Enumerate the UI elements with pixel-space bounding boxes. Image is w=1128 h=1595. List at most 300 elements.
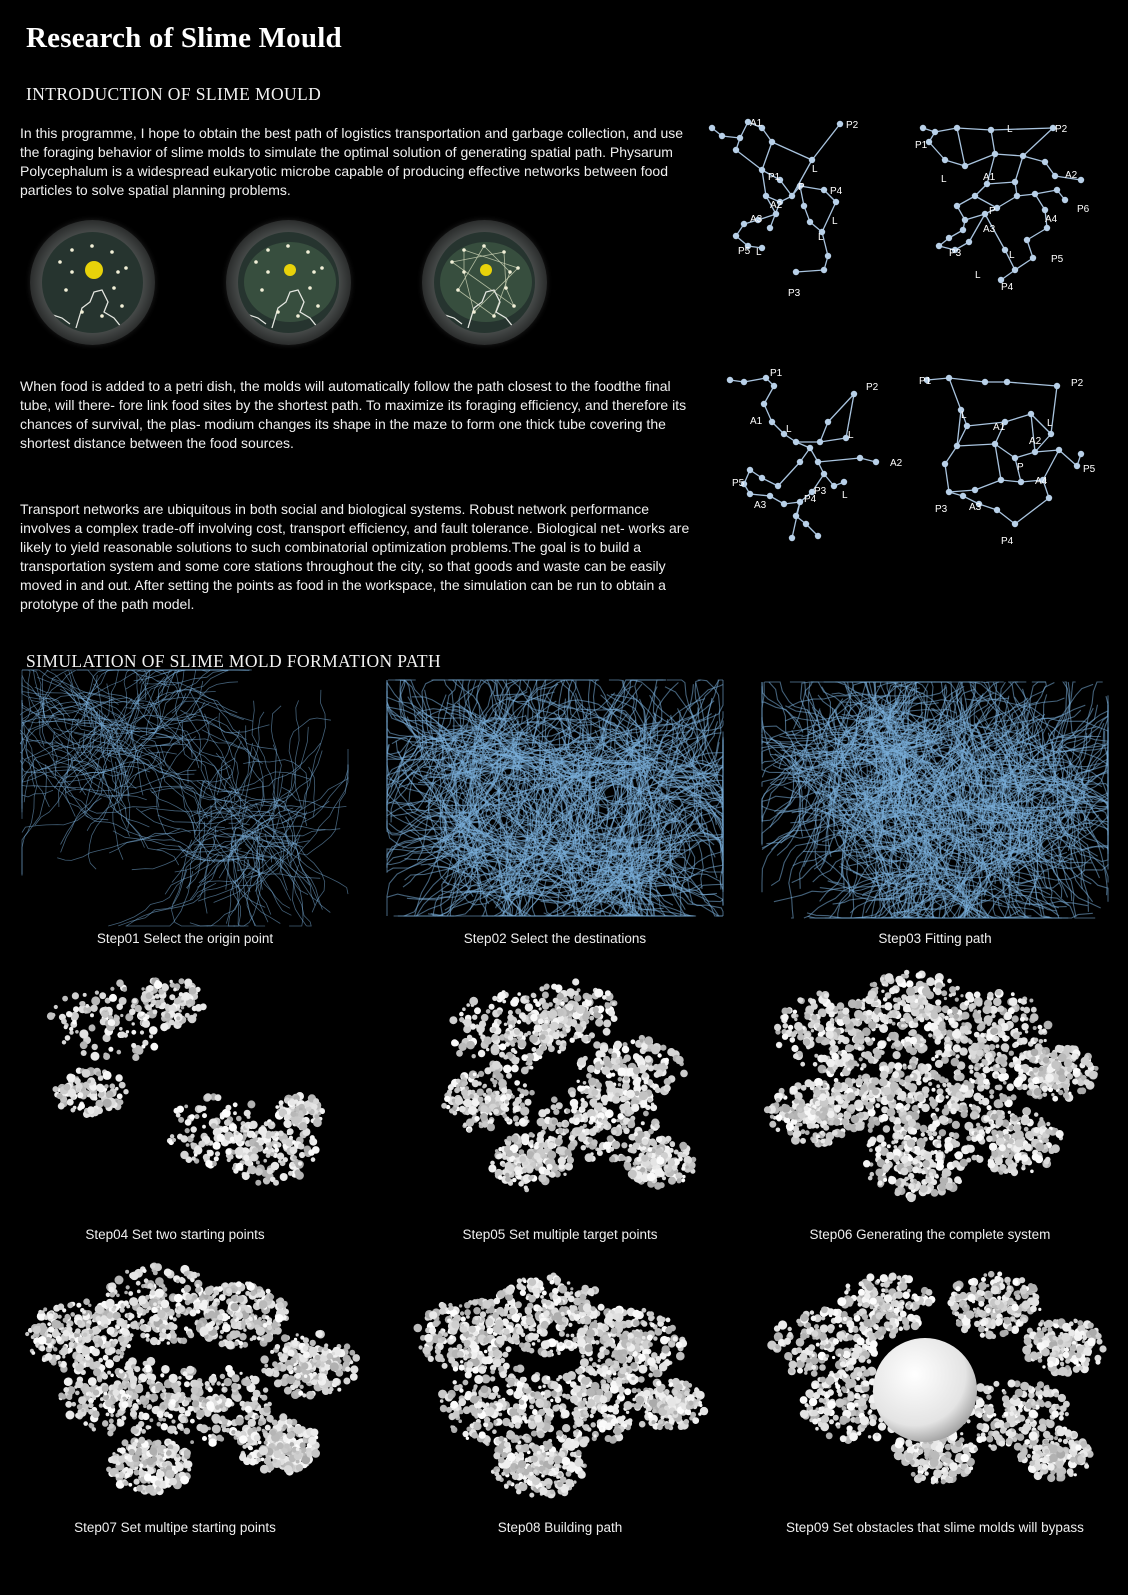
particle bbox=[642, 1072, 648, 1078]
particle bbox=[84, 1010, 88, 1014]
network-node bbox=[833, 199, 839, 205]
particle bbox=[643, 1111, 649, 1117]
slime-strand bbox=[270, 845, 311, 926]
particle bbox=[593, 1041, 601, 1049]
particle bbox=[96, 1071, 101, 1076]
particle bbox=[776, 1043, 781, 1048]
network-edge bbox=[1007, 382, 1057, 386]
slime-strand bbox=[190, 670, 250, 693]
network-label: P4 bbox=[1001, 282, 1014, 293]
particle bbox=[580, 1107, 585, 1112]
particle bbox=[288, 1171, 293, 1176]
network-node bbox=[807, 445, 813, 451]
particle bbox=[590, 1116, 596, 1122]
network-node bbox=[825, 419, 831, 425]
particle bbox=[540, 1034, 546, 1040]
network-node bbox=[793, 269, 799, 275]
network-edge bbox=[1023, 156, 1045, 162]
particle bbox=[618, 1083, 621, 1086]
slime-strand bbox=[118, 883, 216, 926]
particle bbox=[477, 1089, 484, 1096]
particle bbox=[263, 1159, 267, 1163]
particle bbox=[526, 1062, 529, 1065]
particle bbox=[993, 998, 1002, 1007]
slime-strand bbox=[293, 865, 307, 926]
particle bbox=[506, 1031, 510, 1035]
intro-heading: INTRODUCTION OF SLIME MOULD bbox=[26, 84, 322, 104]
network-edge bbox=[991, 130, 995, 154]
particle bbox=[552, 1119, 557, 1124]
network-node bbox=[962, 163, 968, 169]
network-node bbox=[837, 121, 843, 127]
particle bbox=[612, 1002, 615, 1005]
network-edge bbox=[818, 458, 860, 462]
particle bbox=[235, 1132, 238, 1135]
particle bbox=[451, 1039, 458, 1046]
particle bbox=[553, 1109, 559, 1115]
particle bbox=[174, 998, 181, 1005]
particle bbox=[181, 1006, 184, 1009]
particle bbox=[89, 1025, 96, 1032]
particle bbox=[556, 1150, 559, 1153]
particle bbox=[170, 1134, 174, 1138]
particle bbox=[641, 1121, 645, 1125]
network-node bbox=[797, 499, 803, 505]
particle bbox=[520, 1102, 525, 1107]
particle bbox=[57, 1093, 63, 1099]
network-label: A2 bbox=[1029, 436, 1042, 447]
network-node bbox=[954, 203, 960, 209]
particle bbox=[594, 989, 603, 998]
network-edge bbox=[1059, 450, 1077, 466]
particle bbox=[534, 1032, 539, 1037]
network-edge bbox=[778, 462, 800, 486]
particle bbox=[635, 1077, 641, 1083]
slime-strand bbox=[202, 730, 263, 764]
network-label: P3 bbox=[949, 248, 962, 259]
network-edge bbox=[991, 128, 1053, 130]
mould-growth bbox=[244, 242, 336, 322]
network-label: A3 bbox=[969, 502, 982, 513]
particle bbox=[162, 984, 169, 991]
particle bbox=[640, 1101, 647, 1108]
network-node bbox=[994, 507, 1000, 513]
particle bbox=[294, 1099, 298, 1103]
particle bbox=[681, 1178, 685, 1182]
network-edge bbox=[772, 142, 812, 160]
particle bbox=[883, 1125, 890, 1132]
particle bbox=[589, 1016, 594, 1021]
particle bbox=[250, 1154, 258, 1162]
network-node bbox=[759, 167, 765, 173]
particle bbox=[601, 1107, 607, 1113]
particle bbox=[669, 1148, 674, 1153]
network-edge bbox=[812, 124, 840, 160]
particle bbox=[462, 1007, 466, 1011]
particle bbox=[312, 1104, 318, 1110]
particle bbox=[304, 1101, 310, 1107]
particle bbox=[95, 991, 99, 995]
particle bbox=[73, 1006, 79, 1012]
particle bbox=[441, 1103, 447, 1109]
network-node bbox=[1056, 447, 1062, 453]
particle bbox=[184, 979, 192, 987]
particle bbox=[270, 1131, 275, 1136]
particle bbox=[551, 1096, 558, 1103]
particle bbox=[635, 1100, 639, 1104]
particle bbox=[448, 1084, 454, 1090]
particle bbox=[676, 1178, 681, 1183]
particle bbox=[506, 1073, 512, 1079]
particle bbox=[535, 1142, 539, 1146]
particle bbox=[607, 1135, 614, 1142]
slime-strand bbox=[271, 706, 281, 808]
particle bbox=[531, 993, 536, 998]
particle bbox=[492, 1061, 501, 1070]
network-edge bbox=[1005, 414, 1031, 422]
particle bbox=[611, 1053, 617, 1059]
particle bbox=[452, 1111, 457, 1116]
particle bbox=[662, 1176, 666, 1180]
particle bbox=[266, 1153, 271, 1158]
particle bbox=[563, 1173, 566, 1176]
particle bbox=[642, 1150, 645, 1153]
food-particle bbox=[320, 266, 324, 270]
food-particle bbox=[70, 248, 74, 252]
particle bbox=[279, 1100, 284, 1105]
network-edge bbox=[1015, 498, 1049, 524]
particle bbox=[275, 1105, 279, 1109]
food-particle bbox=[504, 286, 508, 290]
particle bbox=[654, 1182, 662, 1190]
particle bbox=[225, 1105, 231, 1111]
particle bbox=[575, 1118, 580, 1123]
particle bbox=[291, 1111, 297, 1117]
particle bbox=[475, 1116, 480, 1121]
particle bbox=[491, 1034, 498, 1041]
particle bbox=[570, 1091, 576, 1097]
network-edge bbox=[1035, 190, 1057, 194]
particle bbox=[507, 1014, 514, 1021]
network-node bbox=[841, 479, 847, 485]
particle bbox=[615, 1093, 620, 1098]
particle bbox=[621, 1109, 625, 1113]
network-node bbox=[1046, 495, 1052, 501]
particle bbox=[628, 1170, 637, 1179]
food-particle bbox=[58, 260, 62, 264]
particle bbox=[284, 1120, 292, 1128]
particle bbox=[294, 1117, 301, 1124]
network-label: A4 bbox=[1035, 476, 1048, 487]
food-particle bbox=[462, 248, 466, 252]
network-node bbox=[1012, 521, 1018, 527]
particle bbox=[299, 1110, 302, 1113]
particle bbox=[93, 1096, 97, 1100]
network-label: P bbox=[798, 182, 805, 193]
network-edge bbox=[796, 270, 824, 272]
network-node bbox=[936, 243, 942, 249]
network-node bbox=[793, 513, 799, 519]
particle bbox=[115, 1087, 119, 1091]
particle bbox=[489, 1119, 494, 1124]
particle bbox=[503, 1065, 512, 1074]
particle bbox=[530, 1140, 534, 1144]
network-label: L bbox=[786, 424, 792, 435]
particle bbox=[461, 1074, 465, 1078]
particle bbox=[207, 1150, 214, 1157]
network-label: A3 bbox=[754, 500, 767, 511]
particle bbox=[564, 1121, 569, 1126]
particle bbox=[313, 1098, 319, 1104]
particle bbox=[104, 1084, 108, 1088]
network-node bbox=[789, 535, 795, 541]
particle bbox=[180, 1151, 188, 1159]
network-label: A1 bbox=[983, 172, 996, 183]
particle bbox=[58, 1103, 65, 1110]
particle bbox=[273, 1144, 277, 1148]
particle bbox=[634, 1091, 639, 1096]
particle bbox=[679, 1142, 687, 1150]
particle bbox=[252, 1147, 259, 1154]
particle bbox=[831, 1045, 839, 1053]
network-node bbox=[807, 219, 813, 225]
particle bbox=[310, 1135, 315, 1140]
particle bbox=[633, 1067, 640, 1074]
particle bbox=[510, 999, 518, 1007]
particle bbox=[90, 1013, 94, 1017]
particle bbox=[264, 1121, 269, 1126]
particle bbox=[592, 1105, 595, 1108]
particle bbox=[572, 978, 579, 985]
particle bbox=[173, 988, 177, 992]
network-node bbox=[1078, 177, 1084, 183]
particle bbox=[566, 988, 575, 997]
network-edge bbox=[762, 142, 772, 170]
particle bbox=[648, 1129, 654, 1135]
particle bbox=[1031, 1007, 1037, 1013]
network-node bbox=[1028, 411, 1034, 417]
particle bbox=[292, 1155, 297, 1160]
food-particle bbox=[110, 250, 114, 254]
network-node bbox=[946, 489, 952, 495]
food-particle bbox=[306, 250, 310, 254]
network-node bbox=[825, 253, 831, 259]
particle bbox=[227, 1158, 231, 1162]
food-source bbox=[480, 264, 492, 276]
network-node bbox=[821, 187, 827, 193]
particle bbox=[492, 996, 497, 1001]
network-node bbox=[761, 401, 767, 407]
food-particle bbox=[450, 260, 454, 264]
network-node bbox=[781, 501, 787, 507]
network-node bbox=[1048, 431, 1054, 437]
particle bbox=[501, 1087, 507, 1093]
particle bbox=[668, 1159, 675, 1166]
particle bbox=[502, 1114, 507, 1119]
particle bbox=[480, 1113, 488, 1121]
network-label: L bbox=[842, 490, 848, 501]
particle bbox=[214, 1156, 219, 1161]
particle bbox=[651, 1140, 657, 1146]
particle bbox=[287, 1128, 294, 1135]
particle bbox=[586, 994, 592, 1000]
network-edge bbox=[1027, 228, 1047, 240]
particle bbox=[582, 1001, 586, 1005]
particle bbox=[605, 1002, 611, 1008]
particle bbox=[202, 1113, 207, 1118]
particle bbox=[224, 1119, 231, 1126]
particle bbox=[517, 1088, 521, 1092]
particle bbox=[123, 1089, 128, 1094]
particle bbox=[648, 1153, 653, 1158]
particle bbox=[577, 1085, 583, 1091]
particle bbox=[618, 1077, 623, 1082]
particle bbox=[623, 1103, 631, 1111]
network-label: P4 bbox=[830, 186, 843, 197]
network-label: L bbox=[756, 247, 762, 258]
network-edge bbox=[997, 510, 1015, 524]
network-node bbox=[982, 211, 988, 217]
particle bbox=[192, 1156, 196, 1160]
particle bbox=[91, 996, 100, 1005]
network-node bbox=[1018, 479, 1024, 485]
particle bbox=[557, 993, 564, 1000]
network-edge bbox=[949, 378, 961, 410]
particle bbox=[515, 1008, 521, 1014]
network-node bbox=[1042, 159, 1048, 165]
particle bbox=[247, 1100, 255, 1108]
particle bbox=[681, 1167, 685, 1171]
particle bbox=[537, 1132, 544, 1139]
network-node bbox=[815, 459, 821, 465]
network-label: A2 bbox=[890, 458, 903, 469]
particle bbox=[456, 1079, 460, 1083]
particle bbox=[63, 1084, 70, 1091]
particle bbox=[186, 1143, 190, 1147]
network-node bbox=[733, 233, 739, 239]
particle bbox=[176, 1016, 180, 1020]
network-edge bbox=[945, 464, 949, 492]
network-node bbox=[737, 135, 743, 141]
network-label: P5 bbox=[732, 478, 745, 489]
particle bbox=[603, 1124, 608, 1129]
particle bbox=[505, 1176, 511, 1182]
particle bbox=[491, 1045, 500, 1054]
particle bbox=[505, 1042, 510, 1047]
particle bbox=[198, 1141, 205, 1148]
particle bbox=[588, 1077, 596, 1085]
particle bbox=[625, 1097, 628, 1100]
network-node bbox=[1032, 191, 1038, 197]
network-node bbox=[821, 267, 827, 273]
particle bbox=[624, 1054, 631, 1061]
particle bbox=[72, 992, 79, 999]
particle bbox=[461, 1089, 468, 1096]
network-label: P2 bbox=[1071, 378, 1084, 389]
network-label: A3 bbox=[983, 224, 996, 235]
particle bbox=[201, 1106, 206, 1111]
particle bbox=[249, 1121, 257, 1129]
particle bbox=[179, 1009, 182, 1012]
particle bbox=[71, 1108, 76, 1113]
particle bbox=[109, 994, 117, 1002]
particle bbox=[511, 1065, 519, 1073]
particle bbox=[656, 1157, 664, 1165]
particle bbox=[1034, 1112, 1038, 1116]
particle bbox=[513, 1160, 516, 1163]
particle bbox=[616, 1059, 621, 1064]
particle bbox=[179, 978, 185, 984]
particle bbox=[141, 1012, 145, 1016]
particle bbox=[576, 1005, 585, 1014]
particle bbox=[662, 1063, 666, 1067]
particle bbox=[664, 1078, 671, 1085]
network-diagram-1 bbox=[700, 110, 900, 305]
particle bbox=[534, 1153, 541, 1160]
network-label: P3 bbox=[788, 288, 801, 299]
particle bbox=[600, 1044, 609, 1053]
particle bbox=[47, 1012, 55, 1020]
particle bbox=[87, 1080, 91, 1084]
particle bbox=[132, 1054, 139, 1061]
particle bbox=[119, 1027, 123, 1031]
network-node bbox=[727, 377, 733, 383]
particle bbox=[566, 1003, 573, 1010]
network-label: L bbox=[812, 164, 818, 175]
network-label: L bbox=[818, 232, 824, 243]
network-edge bbox=[929, 142, 945, 160]
network-diagram-4 bbox=[905, 362, 1105, 557]
network-node bbox=[954, 443, 960, 449]
particle bbox=[548, 1045, 555, 1052]
particle bbox=[593, 1007, 599, 1013]
particle bbox=[597, 1124, 601, 1128]
network-edge bbox=[957, 128, 991, 130]
food-particle bbox=[296, 314, 300, 318]
particle bbox=[508, 1024, 512, 1028]
slime-strand bbox=[152, 788, 222, 804]
network-edge bbox=[995, 444, 1015, 458]
network-edge bbox=[935, 128, 957, 132]
slime-strand bbox=[172, 701, 253, 721]
network-node bbox=[769, 139, 775, 145]
particle bbox=[636, 1165, 641, 1170]
particle bbox=[466, 1003, 470, 1007]
particle bbox=[555, 984, 563, 992]
particle bbox=[788, 1025, 793, 1030]
network-edge bbox=[820, 438, 846, 442]
particle bbox=[532, 1047, 537, 1052]
network-node bbox=[821, 471, 827, 477]
network-edge bbox=[945, 446, 957, 464]
network-edge bbox=[957, 128, 965, 166]
network-node bbox=[793, 439, 799, 445]
network-label: P3 bbox=[935, 504, 948, 515]
petri-dish-2 bbox=[226, 220, 351, 345]
particle bbox=[528, 1175, 533, 1180]
particle bbox=[490, 1161, 495, 1166]
particle bbox=[644, 1036, 653, 1045]
particle bbox=[213, 1142, 221, 1150]
particle bbox=[240, 1129, 243, 1132]
particle bbox=[79, 1001, 84, 1006]
network-node bbox=[789, 193, 795, 199]
particle bbox=[178, 1117, 184, 1123]
particle bbox=[150, 992, 153, 995]
particle bbox=[120, 1014, 123, 1017]
particle bbox=[530, 1014, 537, 1021]
particle bbox=[577, 1057, 586, 1066]
